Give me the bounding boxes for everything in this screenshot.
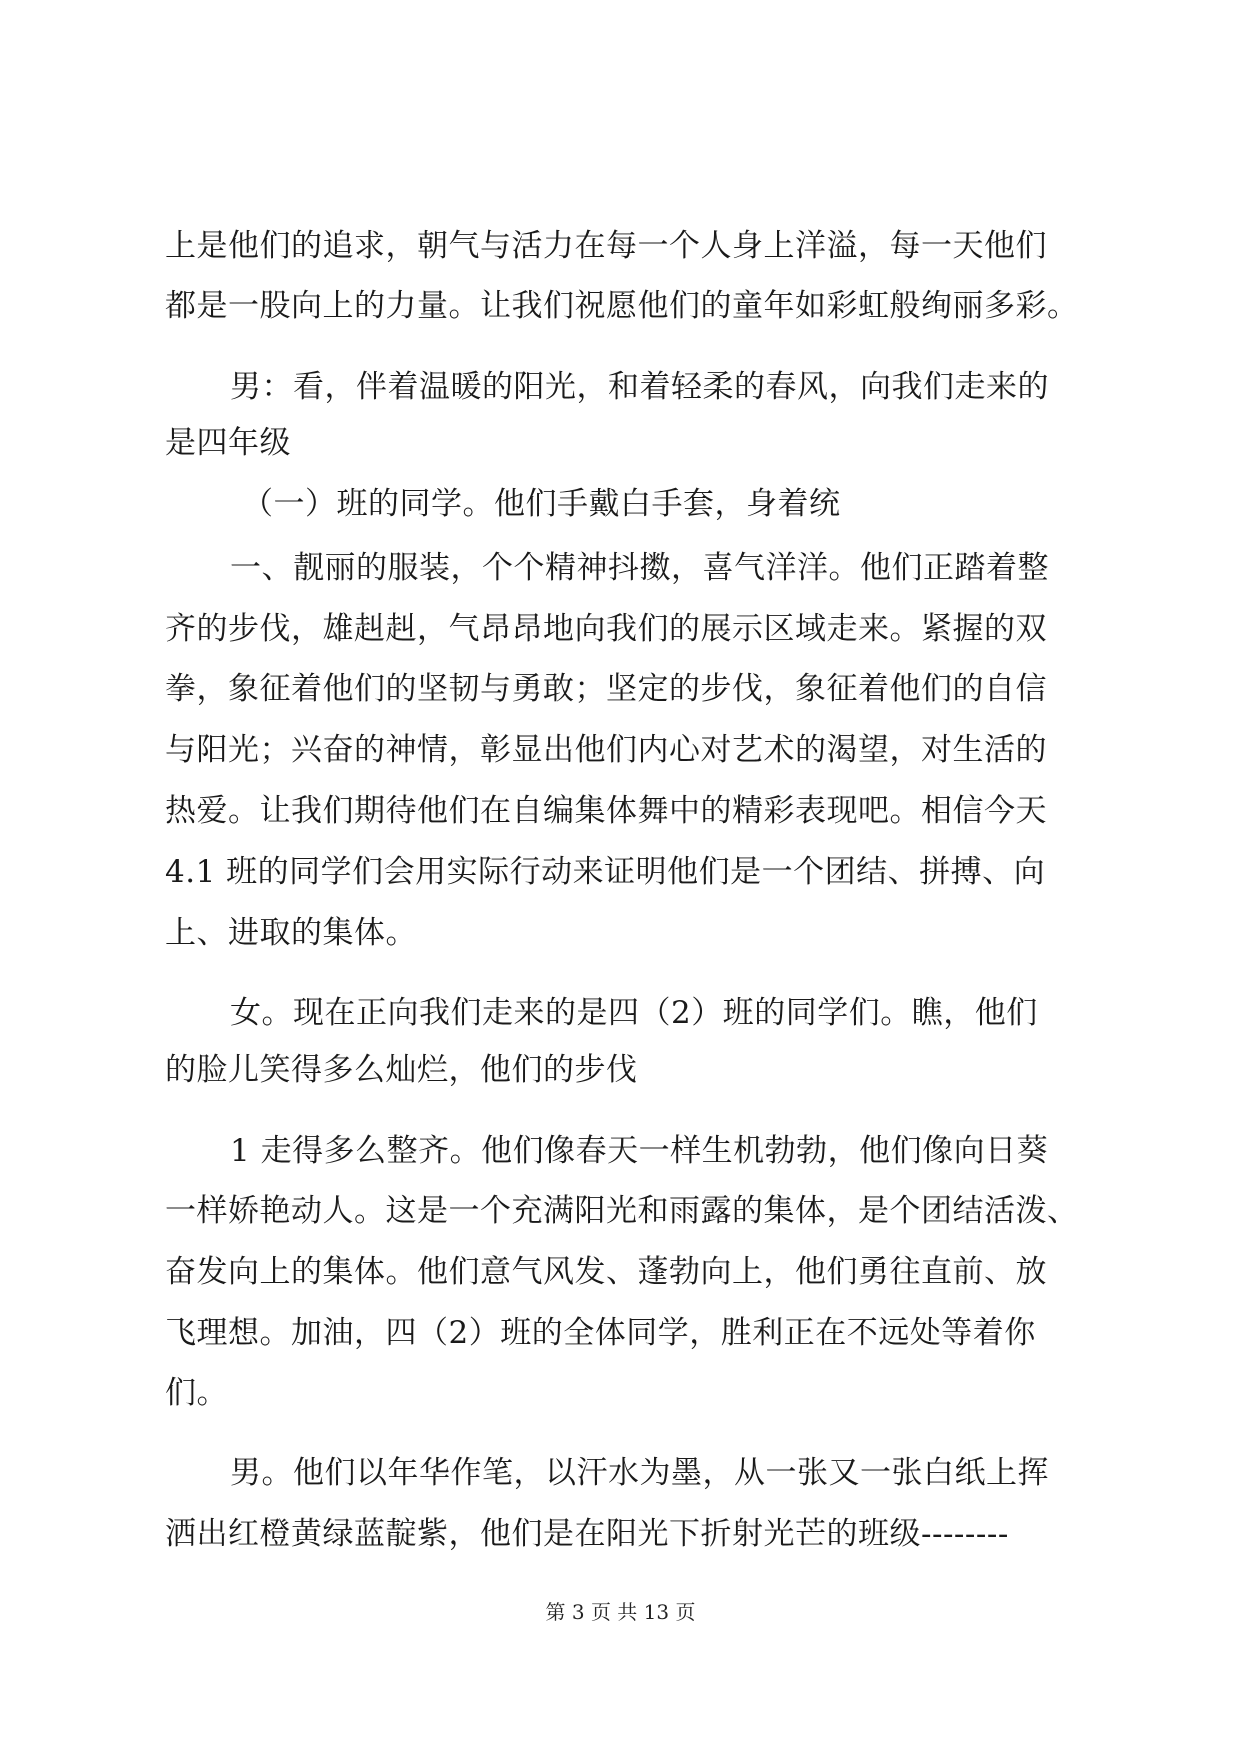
text-line: （一）班的同学。他们手戴白手套，身着统	[242, 486, 841, 522]
text-line: 男：看，伴着温暖的阳光，和着轻柔的春风，向我们走来的	[230, 369, 1049, 405]
text-line: 洒出红橙黄绿蓝靛紫，他们是在阳光下折射光芒的班级--------	[165, 1516, 1009, 1552]
text-line: 们。	[165, 1375, 228, 1411]
text-line: 飞理想。加油，四（2）班的全体同学，胜利正在不远处等着你	[165, 1315, 1036, 1351]
text-line: 上、进取的集体。	[165, 915, 417, 951]
text-line: 奋发向上的集体。他们意气风发、蓬勃向上，他们勇往直前、放	[165, 1254, 1047, 1290]
text-line: 男。他们以年华作笔，以汗水为墨，从一张又一张白纸上挥	[230, 1455, 1049, 1491]
text-line: 4.1 班的同学们会用实际行动来证明他们是一个团结、拼搏、向	[165, 854, 1046, 890]
text-line: 一样娇艳动人。这是一个充满阳光和雨露的集体，是个团结活泼、	[165, 1193, 1079, 1229]
page-number-footer: 第 3 页 共 13 页	[545, 1600, 696, 1624]
text-line: 女。现在正向我们走来的是四（2）班的同学们。瞧，他们	[230, 995, 1038, 1031]
text-line: 齐的步伐，雄赳赳，气昂昂地向我们的展示区域走来。紧握的双	[165, 611, 1047, 647]
text-line: 都是一股向上的力量。让我们祝愿他们的童年如彩虹般绚丽多彩。	[165, 288, 1079, 324]
text-line: 拳，象征着他们的坚韧与勇敢；坚定的步伐，象征着他们的自信	[165, 671, 1047, 707]
text-line: 的脸儿笑得多么灿烂，他们的步伐	[165, 1052, 638, 1088]
text-line: 上是他们的追求，朝气与活力在每一个人身上洋溢，每一天他们	[165, 228, 1047, 264]
text-line: 与阳光；兴奋的神情，彰显出他们内心对艺术的渴望，对生活的	[165, 732, 1047, 768]
text-line: 一、靓丽的服装，个个精神抖擞，喜气洋洋。他们正踏着整	[230, 550, 1049, 586]
text-line: 热爱。让我们期待他们在自编集体舞中的精彩表现吧。相信今天	[165, 793, 1047, 829]
text-line: 1 走得多么整齐。他们像春天一样生机勃勃，他们像向日葵	[230, 1133, 1049, 1169]
text-line: 是四年级	[165, 425, 291, 461]
